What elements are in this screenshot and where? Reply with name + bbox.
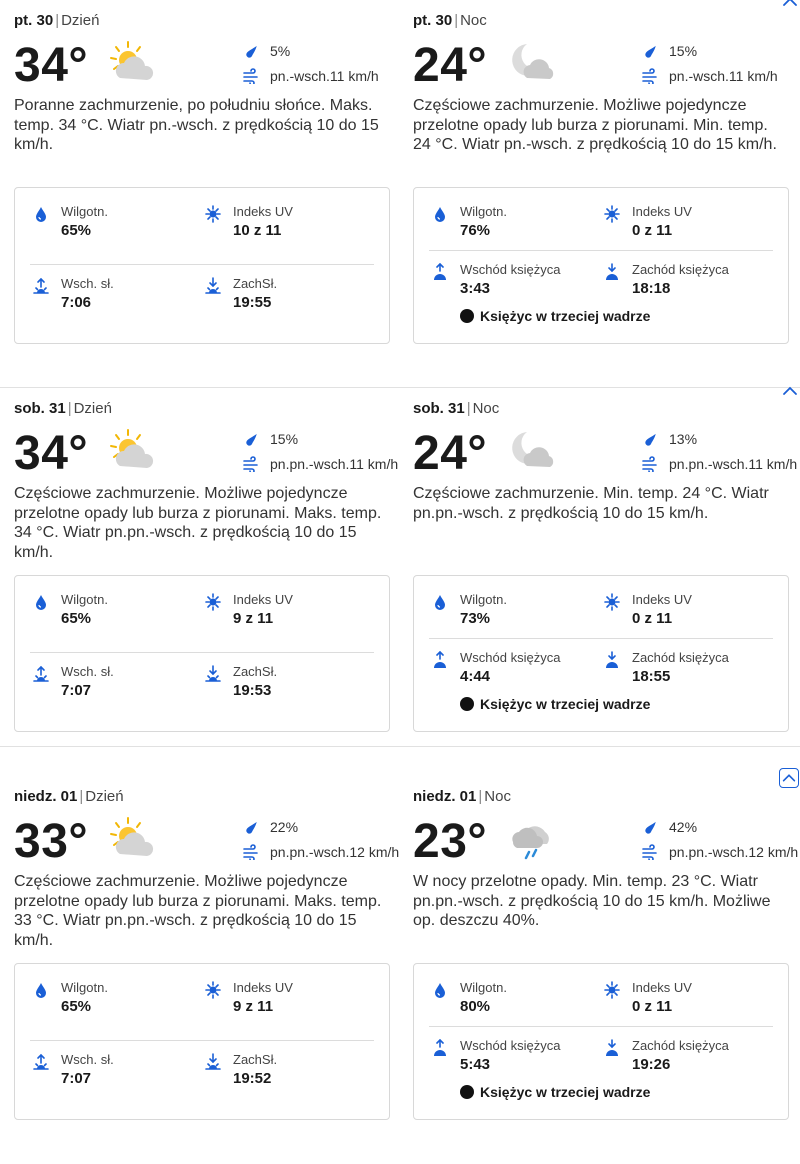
forecast-period: Noc (484, 788, 511, 805)
wind-value: pn.pn.-wsch.11 km/h (669, 456, 798, 472)
uv-label: Indeks UV (632, 204, 692, 219)
moonrise-icon (432, 651, 448, 669)
forecast-description: Częściowe zachmurzenie. Możliwe pojedyncze przelotne opady lub burza z piorunami. Maks. temp. 34 °C. Wiatr pn.pn.-wsch. z prędkością 10 do 15 km/h. (14, 485, 382, 561)
uv-value: 9 z 11 (233, 610, 274, 627)
sun-uv-icon (604, 593, 620, 611)
collapse-chevron-up-icon[interactable] (779, 768, 799, 788)
sun-cloud-icon (102, 426, 158, 474)
moon-phase-icon (460, 309, 474, 323)
sunset-icon (205, 277, 221, 295)
moonrise (432, 650, 560, 688)
precipitation-value: 22% (270, 819, 299, 835)
humidity-value: 80% (460, 998, 491, 1015)
moonset-icon (604, 651, 620, 669)
moonset (604, 262, 729, 300)
humidity-value: 65% (61, 222, 92, 239)
moonrise-icon (432, 1039, 448, 1057)
day-forecast-panel (14, 776, 400, 1164)
rise-time: 7:07 (61, 682, 92, 699)
wind (242, 456, 398, 472)
sunrise (33, 664, 114, 702)
precipitation (641, 819, 697, 835)
humidity-value: 73% (460, 610, 491, 627)
forecast-description: Częściowe zachmurzenie. Możliwe pojedyncze przelotne opady lub burza z piorunami. Min. temp. 24 °C. Wiatr pn.-wsch. z prędkością 10 do 15 km/h. (413, 97, 777, 154)
uv-value: 0 z 11 (632, 610, 673, 627)
sunset (205, 664, 277, 702)
sun-cloud-icon (102, 814, 158, 862)
humidity (33, 592, 108, 630)
rise-time: 7:07 (61, 1070, 92, 1087)
humidity-value: 65% (61, 610, 92, 627)
rise-label: Wsch. sł. (61, 276, 114, 291)
humidity-icon (33, 981, 49, 999)
rise-label: Wschód księżyca (460, 1038, 561, 1053)
moon-cloud-icon (501, 426, 557, 474)
moonset-icon (604, 263, 620, 281)
uv-index (205, 204, 293, 242)
set-label: Zachód księżyca (632, 262, 729, 277)
uv-label: Indeks UV (632, 592, 692, 607)
wind-icon (641, 68, 659, 84)
sunset-icon (205, 1053, 221, 1071)
moon-phase-label: Księżyc w trzeciej wadrze (480, 696, 651, 712)
panel-heading: niedz. 01 | Noc (413, 788, 511, 805)
sunset-icon (205, 665, 221, 683)
card-divider (429, 1026, 773, 1027)
humidity (432, 980, 507, 1018)
night-forecast-panel (413, 0, 789, 388)
humidity-label: Wilgotn. (460, 204, 507, 219)
moon-phase-label: Księżyc w trzeciej wadrze (480, 308, 651, 324)
night-forecast-panel (413, 388, 798, 776)
wind (641, 68, 778, 84)
forecast-period: Dzień (73, 400, 112, 417)
set-time: 19:55 (233, 294, 272, 311)
set-time: 19:52 (233, 1070, 272, 1087)
precipitation-value: 15% (270, 431, 299, 447)
moonrise (432, 262, 560, 300)
set-time: 19:53 (233, 682, 272, 699)
sun-uv-icon (205, 593, 221, 611)
forecast-date: pt. 30 (14, 12, 54, 29)
rise-label: Wschód księżyca (460, 262, 561, 277)
wind (242, 68, 379, 84)
precipitation-value: 13% (669, 431, 698, 447)
details-card (413, 575, 789, 732)
details-card (413, 963, 789, 1120)
moonset-icon (604, 1039, 620, 1057)
humidity-label: Wilgotn. (460, 592, 507, 607)
details-card (14, 187, 390, 344)
forecast-period: Noc (472, 400, 500, 417)
wind-icon (641, 456, 659, 472)
forecast-date: pt. 30 (413, 12, 453, 29)
sunset (205, 1052, 277, 1090)
moon-phase (460, 308, 650, 324)
humidity-icon (432, 593, 448, 611)
panel-heading: sob. 31 | Noc (413, 400, 500, 417)
rise-time: 3:43 (460, 280, 491, 297)
card-divider (30, 1040, 374, 1041)
set-label: ZachSł. (233, 1052, 278, 1067)
uv-value: 0 z 11 (632, 222, 673, 239)
wind-icon (242, 68, 260, 84)
rise-label: Wsch. sł. (61, 664, 114, 679)
cloud-rain-icon (501, 814, 557, 862)
sun-uv-icon (604, 205, 620, 223)
forecast-description: Częściowe zachmurzenie. Możliwe pojedyncze przelotne opady lub burza z piorunami. Maks. temp. 33 °C. Wiatr pn.pn.-wsch. z prędkością 10 do 15 km/h. (14, 873, 382, 949)
forecast-period: Dzień (85, 788, 124, 805)
details-card (14, 963, 390, 1120)
wind (641, 456, 797, 472)
precipitation-value: 5% (270, 43, 291, 59)
sunrise-icon (33, 277, 49, 295)
moon-phase-icon (460, 697, 474, 711)
uv-label: Indeks UV (233, 204, 293, 219)
divider (0, 746, 800, 747)
forecast-date: sob. 31 (413, 400, 465, 417)
forecast-date: niedz. 01 (14, 788, 78, 805)
forecast-description: W nocy przelotne opady. Min. temp. 23 °C. Wiatr pn.pn.-wsch. z prędkością 10 do 15 km/h. Możliwe op. deszczu 40%. (413, 873, 771, 930)
wind-value: pn.-wsch.11 km/h (669, 68, 778, 84)
uv-label: Indeks UV (632, 980, 692, 995)
rise-label: Wschód księżyca (460, 650, 561, 665)
precipitation (242, 431, 298, 447)
moonset (604, 1038, 729, 1076)
collapse-chevron-up-icon[interactable] (780, 0, 800, 12)
day-forecast-row (0, 776, 800, 1164)
panel-heading: sob. 31 | Dzień (14, 400, 112, 417)
sun-uv-icon (205, 981, 221, 999)
wind-value: pn.pn.-wsch.12 km/h (270, 844, 400, 860)
sun-uv-icon (205, 205, 221, 223)
moon-phase-label: Księżyc w trzeciej wadrze (480, 1084, 651, 1100)
humidity-label: Wilgotn. (61, 980, 108, 995)
rise-time: 7:06 (61, 294, 92, 311)
forecast-date: sob. 31 (14, 400, 66, 417)
set-time: 18:55 (632, 668, 671, 685)
precipitation (242, 819, 298, 835)
sunrise-icon (33, 665, 49, 683)
set-label: Zachód księżyca (632, 650, 729, 665)
divider (0, 387, 800, 388)
uv-value: 0 z 11 (632, 998, 673, 1015)
uv-index (604, 592, 692, 630)
humidity (432, 592, 507, 630)
raindrop-icon (242, 431, 260, 447)
set-label: ZachSł. (233, 664, 278, 679)
humidity-icon (33, 593, 49, 611)
set-label: Zachód księżyca (632, 1038, 729, 1053)
precipitation (641, 43, 697, 59)
sunrise-icon (33, 1053, 49, 1071)
raindrop-icon (641, 43, 659, 59)
wind (641, 844, 798, 860)
temperature: 33° (14, 815, 89, 868)
raindrop-icon (641, 819, 659, 835)
precipitation-value: 42% (669, 819, 698, 835)
day-forecast-panel (14, 388, 399, 776)
panel-heading: pt. 30 | Noc (413, 12, 487, 29)
wind-icon (641, 844, 659, 860)
panel-heading: pt. 30 | Dzień (14, 12, 100, 29)
day-forecast-panel (14, 0, 390, 388)
humidity (33, 980, 108, 1018)
humidity-icon (432, 205, 448, 223)
humidity-label: Wilgotn. (61, 204, 108, 219)
uv-index (604, 204, 692, 242)
humidity-label: Wilgotn. (460, 980, 507, 995)
details-card (413, 187, 789, 344)
moonrise (432, 1038, 560, 1076)
sunrise (33, 276, 114, 314)
uv-index (205, 980, 293, 1018)
humidity-value: 65% (61, 998, 92, 1015)
precipitation-value: 15% (669, 43, 698, 59)
moonrise-icon (432, 263, 448, 281)
moon-phase (460, 696, 650, 712)
precipitation (641, 431, 697, 447)
wind-value: pn.pn.-wsch.11 km/h (270, 456, 399, 472)
moonset (604, 650, 729, 688)
humidity-value: 76% (460, 222, 491, 239)
card-divider (429, 638, 773, 639)
wind (242, 844, 399, 860)
set-time: 19:26 (632, 1056, 671, 1073)
humidity (432, 204, 507, 242)
uv-index (205, 592, 293, 630)
uv-value: 10 z 11 (233, 222, 282, 239)
wind-value: pn.pn.-wsch.12 km/h (669, 844, 799, 860)
uv-label: Indeks UV (233, 592, 293, 607)
set-time: 18:18 (632, 280, 671, 297)
moon-phase (460, 1084, 650, 1100)
sunrise (33, 1052, 114, 1090)
wind-icon (242, 456, 260, 472)
day-forecast-row (0, 388, 800, 776)
day-forecast-row (0, 0, 800, 388)
forecast-description: Częściowe zachmurzenie. Min. temp. 24 °C. Wiatr pn.pn.-wsch. z prędkością 10 do 15 km/h. (413, 485, 769, 522)
humidity-icon (33, 205, 49, 223)
humidity-label: Wilgotn. (61, 592, 108, 607)
uv-label: Indeks UV (233, 980, 293, 995)
raindrop-icon (242, 819, 260, 835)
humidity (33, 204, 108, 242)
set-label: ZachSł. (233, 276, 278, 291)
card-divider (429, 250, 773, 251)
uv-value: 9 z 11 (233, 998, 274, 1015)
raindrop-icon (641, 431, 659, 447)
sun-cloud-icon (102, 38, 158, 86)
rise-time: 5:43 (460, 1056, 491, 1073)
details-card (14, 575, 390, 732)
forecast-description: Poranne zachmurzenie, po południu słońce. Maks. temp. 34 °C. Wiatr pn.-wsch. z prędkością 10 do 15 km/h. (14, 97, 379, 154)
card-divider (30, 652, 374, 653)
panel-heading: niedz. 01 | Dzień (14, 788, 124, 805)
humidity-icon (432, 981, 448, 999)
card-divider (30, 264, 374, 265)
rise-time: 4:44 (460, 668, 491, 685)
moon-cloud-icon (501, 38, 557, 86)
forecast-period: Dzień (61, 12, 100, 29)
night-forecast-panel (413, 776, 799, 1164)
sun-uv-icon (604, 981, 620, 999)
rise-label: Wsch. sł. (61, 1052, 114, 1067)
collapse-chevron-up-icon[interactable] (780, 381, 800, 401)
temperature: 24° (413, 427, 488, 480)
wind-value: pn.-wsch.11 km/h (270, 68, 379, 84)
wind-icon (242, 844, 260, 860)
precipitation (242, 43, 290, 59)
temperature: 23° (413, 815, 488, 868)
forecast-period: Noc (460, 12, 487, 29)
uv-index (604, 980, 692, 1018)
temperature: 34° (14, 427, 89, 480)
temperature: 24° (413, 39, 488, 92)
moon-phase-icon (460, 1085, 474, 1099)
raindrop-icon (242, 43, 260, 59)
temperature: 34° (14, 39, 89, 92)
forecast-date: niedz. 01 (413, 788, 477, 805)
sunset (205, 276, 277, 314)
